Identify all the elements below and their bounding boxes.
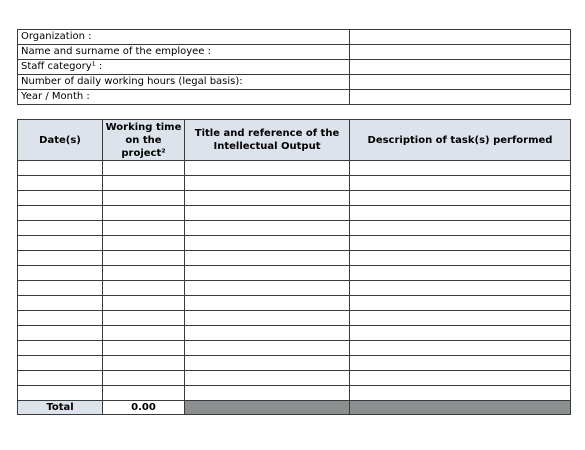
organization-value-cell[interactable] (350, 30, 571, 45)
organization-row (18, 30, 571, 45)
employee-info-table (17, 29, 571, 105)
timesheet-body (18, 161, 571, 401)
working-time-cell[interactable] (103, 311, 185, 326)
title-reference-cell[interactable] (185, 371, 350, 386)
date-cell[interactable] (18, 311, 103, 326)
table-row (18, 296, 571, 311)
table-row (18, 341, 571, 356)
date-cell[interactable] (18, 191, 103, 206)
title-reference-cell[interactable] (185, 251, 350, 266)
title-reference-cell[interactable] (185, 386, 350, 401)
title-reference-cell[interactable] (185, 296, 350, 311)
working-time-cell[interactable] (103, 191, 185, 206)
title-reference-cell[interactable] (185, 161, 350, 176)
description-cell[interactable] (350, 251, 571, 266)
date-cell[interactable] (18, 251, 103, 266)
working-time-cell[interactable] (103, 386, 185, 401)
working-time-cell[interactable] (103, 221, 185, 236)
table-row (18, 326, 571, 341)
date-cell[interactable] (18, 161, 103, 176)
employee-row (18, 45, 571, 60)
description-cell[interactable] (350, 371, 571, 386)
table-row (18, 206, 571, 221)
working-time-cell[interactable] (103, 296, 185, 311)
total-disabled-cell (185, 401, 350, 415)
working-time-cell[interactable] (103, 161, 185, 176)
date-cell[interactable] (18, 176, 103, 191)
working-time-cell[interactable] (103, 281, 185, 296)
timesheet-table (17, 119, 571, 415)
working-time-cell[interactable] (103, 251, 185, 266)
table-row (18, 176, 571, 191)
description-header: Description of task(s) performed (350, 120, 571, 161)
year-month-row (18, 90, 571, 105)
table-row (18, 356, 571, 371)
working-time-cell[interactable] (103, 356, 185, 371)
description-cell[interactable] (350, 236, 571, 251)
date-cell[interactable] (18, 371, 103, 386)
total-value: 0.00 (103, 401, 185, 415)
description-cell[interactable] (350, 386, 571, 401)
working-time-cell[interactable] (103, 341, 185, 356)
table-row (18, 371, 571, 386)
timesheet-header-row (18, 120, 571, 161)
daily-hours-label: Number of daily working hours (legal basis): (18, 75, 350, 90)
title-reference-cell[interactable] (185, 266, 350, 281)
date-cell[interactable] (18, 236, 103, 251)
description-cell[interactable] (350, 296, 571, 311)
title-reference-header: Title and reference of the Intellectual Output (185, 120, 350, 161)
description-cell[interactable] (350, 191, 571, 206)
title-reference-cell[interactable] (185, 281, 350, 296)
working-time-cell[interactable] (103, 266, 185, 281)
employee-name-label: Name and surname of the employee : (18, 45, 350, 60)
working-time-cell[interactable] (103, 176, 185, 191)
title-reference-cell[interactable] (185, 311, 350, 326)
description-cell[interactable] (350, 356, 571, 371)
description-cell[interactable] (350, 176, 571, 191)
title-reference-cell[interactable] (185, 236, 350, 251)
table-row (18, 236, 571, 251)
table-row (18, 281, 571, 296)
staff-category-row (18, 60, 571, 75)
date-cell[interactable] (18, 296, 103, 311)
title-reference-cell[interactable] (185, 221, 350, 236)
description-cell[interactable] (350, 161, 571, 176)
title-reference-cell[interactable] (185, 206, 350, 221)
staff-category-label: Staff category¹ : (18, 60, 350, 75)
organization-label: Organization : (18, 30, 350, 45)
working-time-cell[interactable] (103, 326, 185, 341)
title-reference-cell[interactable] (185, 176, 350, 191)
date-cell[interactable] (18, 326, 103, 341)
working-time-cell[interactable] (103, 371, 185, 386)
description-cell[interactable] (350, 266, 571, 281)
table-row (18, 386, 571, 401)
date-cell[interactable] (18, 266, 103, 281)
description-cell[interactable] (350, 206, 571, 221)
table-row (18, 266, 571, 281)
table-row (18, 161, 571, 176)
date-cell[interactable] (18, 386, 103, 401)
table-row (18, 251, 571, 266)
daily-hours-row (18, 75, 571, 90)
date-cell[interactable] (18, 356, 103, 371)
title-reference-cell[interactable] (185, 326, 350, 341)
year-month-value-cell[interactable] (350, 90, 571, 105)
date-cell[interactable] (18, 281, 103, 296)
table-row (18, 311, 571, 326)
date-cell[interactable] (18, 221, 103, 236)
employee-name-value-cell[interactable] (350, 45, 571, 60)
total-row (18, 401, 571, 415)
description-cell[interactable] (350, 221, 571, 236)
daily-hours-value-cell[interactable] (350, 75, 571, 90)
table-row (18, 191, 571, 206)
staff-category-value-cell[interactable] (350, 60, 571, 75)
working-time-cell[interactable] (103, 206, 185, 221)
description-cell[interactable] (350, 326, 571, 341)
working-time-cell[interactable] (103, 236, 185, 251)
total-label: Total (18, 401, 103, 415)
dates-header: Date(s) (18, 120, 103, 161)
title-reference-cell[interactable] (185, 341, 350, 356)
table-row (18, 221, 571, 236)
total-disabled-cell (350, 401, 571, 415)
title-reference-cell[interactable] (185, 191, 350, 206)
date-cell[interactable] (18, 206, 103, 221)
date-cell[interactable] (18, 341, 103, 356)
description-cell[interactable] (350, 281, 571, 296)
description-cell[interactable] (350, 311, 571, 326)
working-time-header: Working time on the project² (103, 120, 185, 161)
title-reference-cell[interactable] (185, 356, 350, 371)
year-month-label: Year / Month : (18, 90, 350, 105)
description-cell[interactable] (350, 341, 571, 356)
